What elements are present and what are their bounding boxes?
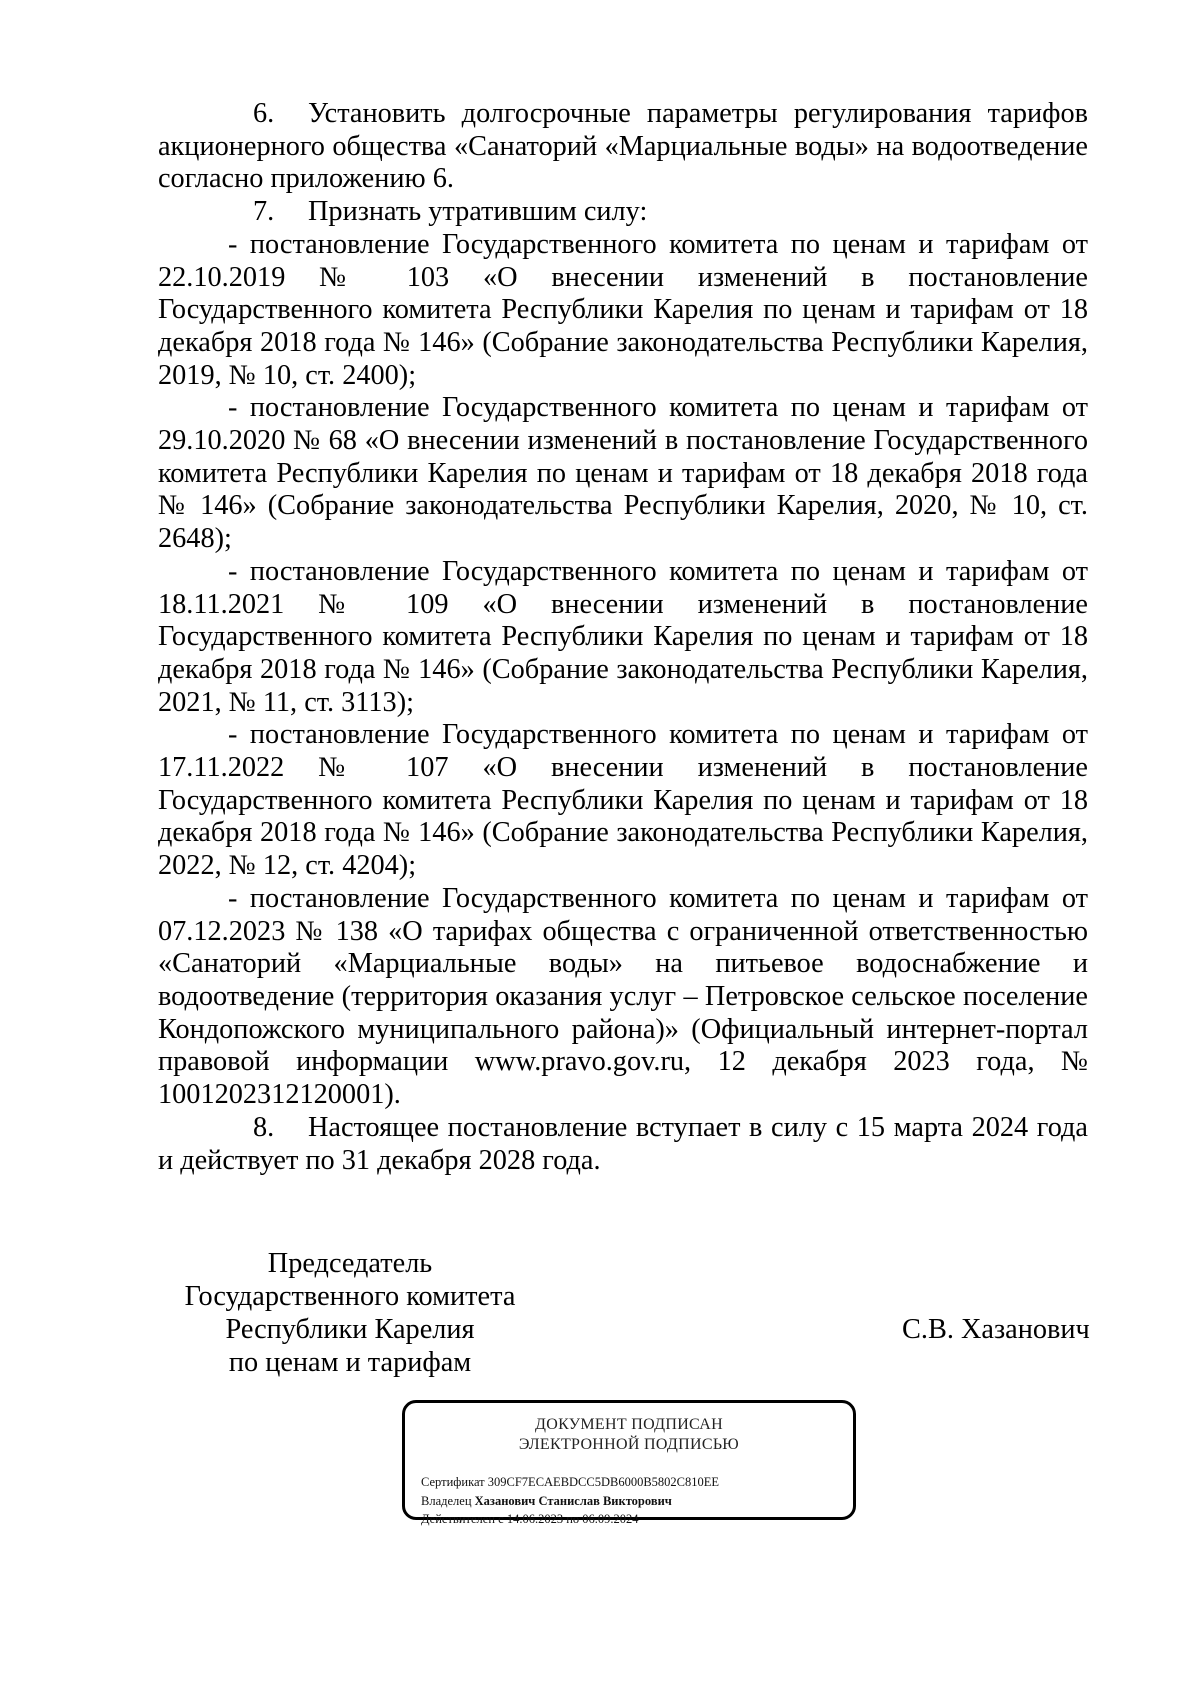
repeal-item: - постановление Государственного комитета по ценам и тарифам от 17.11.2022 № 107 «О внесении изменений в постановление Государственного комитета Республики Карелия по ценам и тарифам от 18 декабря 2018 года № 146» (Собрание законодательства Республики Карелия, 2022, № 12, ст. 4204); [158,719,1088,882]
stamp-details [421,1473,841,1529]
item-text: Установить долгосрочные параметры регулирования тарифов акционерного общества «Санаторий «Марциальные воды» на водоотведение согласно приложению 6. [158,98,1088,195]
stamp-heading-line: ЭЛЕКТРОННОЙ ПОДПИСЬЮ [518,1436,740,1453]
valid-to-label: по [566,1512,580,1526]
repeal-item: - постановление Государственного комитета по ценам и тарифам от 18.11.2021 № 109 «О внесении изменений в постановление Государственного комитета Республики Карелия по ценам и тарифам от 18 декабря 2018 года № 146» (Собрание законодательства Республики Карелия, 2021, № 11, ст. 3113); [158,555,1088,718]
signatory-title-line: Председатель [267,1248,433,1279]
signatory-title-line: Республики Карелия [225,1314,475,1345]
owner-label: Владелец [421,1493,472,1508]
document-body [158,98,1088,1177]
repeal-item: - постановление Государственного комитета по ценам и тарифам от 07.12.2023 № 138 «О тарифах общества с ограниченной ответственностью «Санаторий «Марциальные воды» на питьевое водоснабжение и водоотведение (территория оказания услуг – Петровское сельское поселение Кондопожского муниципального района)» (Официальный интернет-портал правовой информации www.pravo.gov.ru, 12 декабря 2023 года, № 1001202312120001). [158,882,1088,1111]
valid-to: 06.09.2024 [582,1512,639,1526]
item-number: 8. [253,1111,275,1143]
repeal-item: - постановление Государственного комитета по ценам и тарифам от 22.10.2019 № 103 «О внесении изменений в постановление Государственного комитета Республики Карелия по ценам и тарифам от 18 декабря 2018 года № 146» (Собрание законодательства Республики Карелия, 2019, № 10, ст. 2400); [158,228,1088,391]
certificate-label: Сертификат [421,1475,485,1489]
item-text: Настоящее постановление вступает в силу с 15 марта 2024 года и действует по 31 декабря 2028 года. [158,1111,1088,1176]
stamp-owner [421,1492,841,1511]
signature-block [0,1247,1200,1387]
electronic-signature-stamp [402,1400,856,1526]
signatory-title [180,1247,520,1379]
stamp-validity [421,1510,841,1529]
signatory-title-line: по ценам и тарифам [228,1347,472,1378]
signatory-name: С.В. Хазанович [902,1314,1090,1345]
stamp-heading [405,1415,853,1455]
item-number: 6. [253,98,275,129]
paragraph-item-8 [158,1112,1088,1177]
certificate-value: 309CF7ECAEBDCC5DB6000B5802C810EE [487,1475,720,1489]
stamp-certificate [421,1473,841,1492]
signatory-title-line: Государственного комитета [184,1281,516,1312]
valid-label: Действителен с [421,1512,504,1526]
paragraph-item-6 [158,98,1088,196]
item-text: Признать утратившим силу: [308,196,648,228]
item-number: 7. [253,196,275,228]
owner-value: Хазанович Станислав Викторович [474,1493,672,1508]
stamp-heading-line: ДОКУМЕНТ ПОДПИСАН [535,1416,723,1433]
paragraph-item-7 [158,196,1088,229]
valid-from: 14.06.2023 [506,1512,564,1526]
repeal-item: - постановление Государственного комитета по ценам и тарифам от 29.10.2020 № 68 «О внесении изменений в постановление Государственного комитета Республики Карелия по ценам и тарифам от 18 декабря 2018 года № 146» (Собрание законодательства Республики Карелия, 2020, № 10, ст. 2648); [158,392,1088,555]
